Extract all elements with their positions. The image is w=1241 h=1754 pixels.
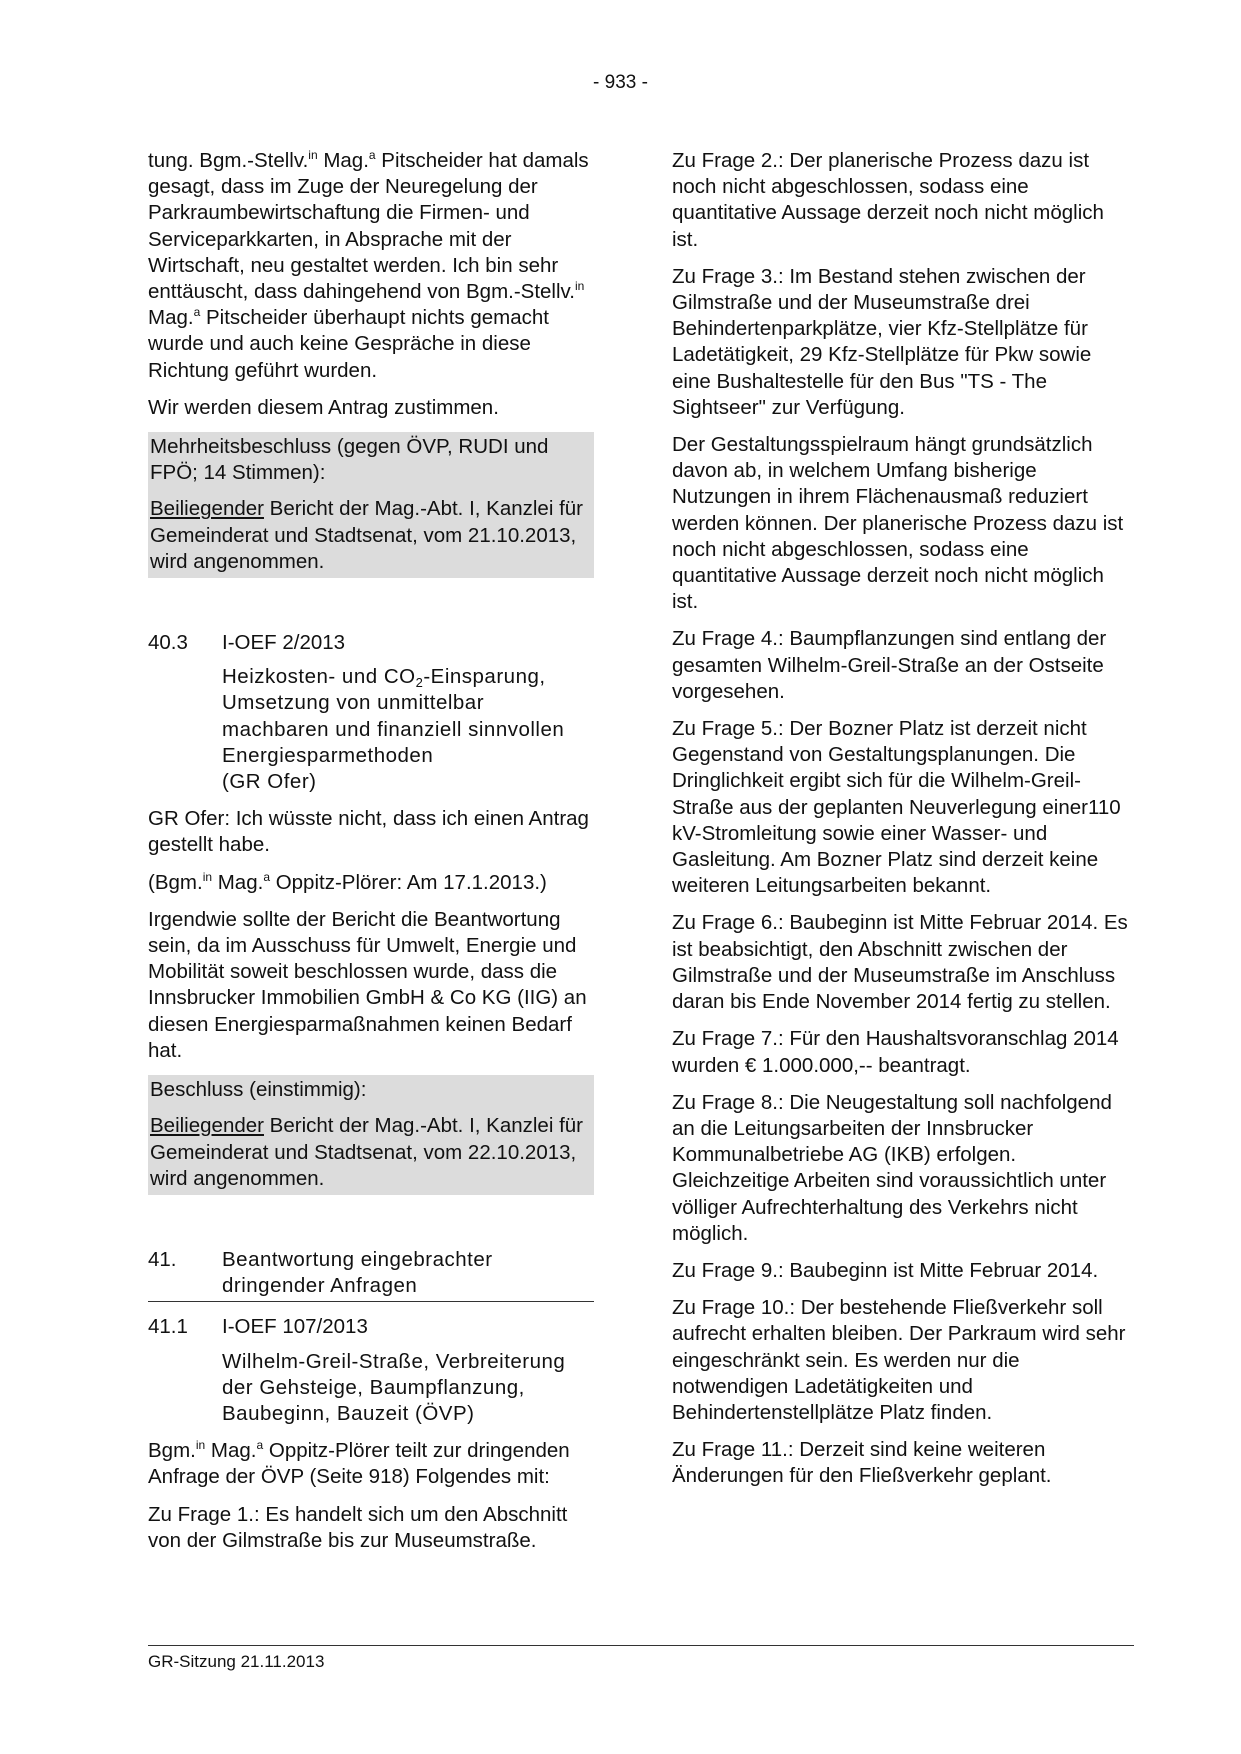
agenda-item-41-1: [148, 1314, 594, 1340]
paragraph-pitscheider: tung. Bgm.-Stellv.$^{in}$ Mag.$^a$ Pitscheider hat damals gesagt, dass im Zuge der Neuregelung der Parkraumbewirtschaftung die Firmen- und Serviceparkkarten, in Absprache mit der Wirtschaft, neu gestaltet werden. Ich bin sehr enttäuscht, dass dahingehend von Bgm.-Stellv.$^{in}$ Mag.$^a$ Pitscheider überhaupt nichts gemacht wurde und auch keine Gespräche in diese Richtung geführt wurden.: [148, 148, 589, 382]
item-code: I-OEF 2/2013: [222, 631, 346, 655]
answer-3: Zu Frage 3.: Im Bestand stehen zwischen der Gilmstraße und der Museumstraße drei Behindertenparkplätze, vier Kfz-Stellplätze für Ladetätigkeit, 29 Kfz-Stellplätze für Pkw sowie eine Bushaltestelle für den Bus "TS - The Sightseer" zur Verfügung.: [672, 264, 1092, 419]
answer-10: Zu Frage 10.: Der bestehende Fließverkehr soll aufrecht erhalten bleiben. Der Parkraum wird sehr eingeschränkt sein. Es werden nur die notwendigen Ladetätigkeiten und Behindertenstellplätze Platz finden.: [672, 1296, 1126, 1424]
answer-5: Zu Frage 5.: Der Bozner Platz ist derzeit nicht Gegenstand von Gestaltungsplanungen. Die Dringlichkeit ergibt sich für die Wilhelm-Greil-Straße aus der geplanten Neuverlegung einer110 kV-Stromleitung sowie einer Wasser- und Gasleitung. Am Bozner Platz sind derzeit keine weiteren Leitungsarbeiten bekannt.: [672, 717, 1121, 898]
paragraph-oppitz: Bgm.$^{in}$ Mag.$^a$ Oppitz-Plörer teilt zur dringenden Anfrage der ÖVP (Seite 918) Folgendes mit:: [148, 1438, 570, 1489]
item-code: I-OEF 107/2013: [222, 1315, 368, 1339]
item-number: 41.1: [148, 1315, 188, 1339]
answer-3-continued: Der Gestaltungsspielraum hängt grundsätzlich davon ab, in welchem Umfang bisherige Nutzungen in ihrem Flächenausmaß reduziert werden können. Der planerische Prozess dazu ist noch nicht abgeschlossen, sodass eine quantitative Aussage derzeit noch nicht möglich ist.: [672, 433, 1124, 614]
left-column: [148, 148, 594, 1565]
resolution-title: Beschluss (einstimmig):: [150, 1078, 367, 1102]
item-title: Heizkosten- und $CO_2$-Einsparung, Umsetzung von unmittelbar machbaren und finanziell sinnvollen Energiesparmethoden (GR Ofer): [222, 665, 565, 794]
answer-1: Zu Frage 1.: Es handelt sich um den Abschnitt von der Gilmstraße bis zur Museumstraße.: [148, 1502, 568, 1552]
item-number: 40.3: [148, 631, 188, 655]
answer-7: Zu Frage 7.: Für den Haushaltsvoranschlag 2014 wurden € 1.000.000,-- beantragt.: [672, 1027, 1119, 1077]
item-title: Wilhelm-Greil-Straße, Verbreiterung der Gehsteige, Baumpflanzung, Baubeginn, Bauzeit (ÖVP): [222, 1349, 566, 1425]
footer-text: GR-Sitzung 21.11.2013: [148, 1652, 325, 1671]
resolution-box-1: [148, 432, 594, 578]
footer-divider: [148, 1645, 1134, 1646]
answer-6: Zu Frage 6.: Baubeginn ist Mitte Februar 2014. Es ist beabsichtigt, den Abschnitt zwischen der Gilmstraße und der Museumstraße im Anschluss daran bis Ende November 2014 fertig zu stellen.: [672, 911, 1128, 1014]
paragraph-oppitz-interjection: (Bgm.$^{in}$ Mag.$^a$ Oppitz-Plörer: Am 17.1.2013.): [148, 869, 547, 894]
answer-2: Zu Frage 2.: Der planerische Prozess dazu ist noch nicht abgeschlossen, sodass eine quantitative Aussage derzeit noch nicht möglich ist.: [672, 149, 1104, 251]
resolution-title: Mehrheitsbeschluss (gegen ÖVP, RUDI und FPÖ; 14 Stimmen):: [150, 435, 549, 485]
resolution-text: Beiliegender Bericht der Mag.-Abt. I, Kanzlei für Gemeinderat und Stadtsenat, vom 22.10.2013, wird angenommen.: [150, 1114, 584, 1190]
page-number: - 933 -: [593, 72, 648, 93]
agenda-item-41: [148, 1247, 594, 1302]
answer-8: Zu Frage 8.: Die Neugestaltung soll nachfolgend an die Leitungsarbeiten der Innsbrucker Kommunalbetriebe AG (IKB) erfolgen. Gleichzeitige Arbeiten sind voraussichtlich unter völliger Aufrechterhaltung des Verkehrs nicht möglich.: [672, 1090, 1112, 1245]
paragraph-bericht: Irgendwie sollte der Bericht die Beantwortung sein, da im Ausschuss für Umwelt, Energie und Mobilität soweit beschlossen wurde, dass die Innsbrucker Immobilien GmbH & Co KG (IIG) an diesen Energiesparmaßnahmen keinen Bedarf hat.: [148, 907, 587, 1062]
right-column: [672, 148, 1134, 1501]
item-title: Beantwortung eingebrachter dringender Anfragen: [222, 1247, 493, 1298]
answer-4: Zu Frage 4.: Baumpflanzungen sind entlang der gesamten Wilhelm-Greil-Straße an der Ostseite vorgesehen.: [672, 627, 1107, 703]
resolution-text: Beiliegender Bericht der Mag.-Abt. I, Kanzlei für Gemeinderat und Stadtsenat, vom 21.10.2013, wird angenommen.: [150, 497, 584, 573]
item-number: 41.: [148, 1247, 177, 1271]
resolution-box-2: [148, 1075, 594, 1195]
agenda-item-40-3: [148, 630, 594, 656]
paragraph-zustimmen: Wir werden diesem Antrag zustimmen.: [148, 395, 499, 419]
paragraph-ofer: GR Ofer: Ich wüsste nicht, dass ich einen Antrag gestellt habe.: [148, 807, 589, 857]
answer-11: Zu Frage 11.: Derzeit sind keine weiteren Änderungen für den Fließverkehr geplant.: [672, 1438, 1052, 1488]
answer-9: Zu Frage 9.: Baubeginn ist Mitte Februar 2014.: [672, 1258, 1099, 1282]
